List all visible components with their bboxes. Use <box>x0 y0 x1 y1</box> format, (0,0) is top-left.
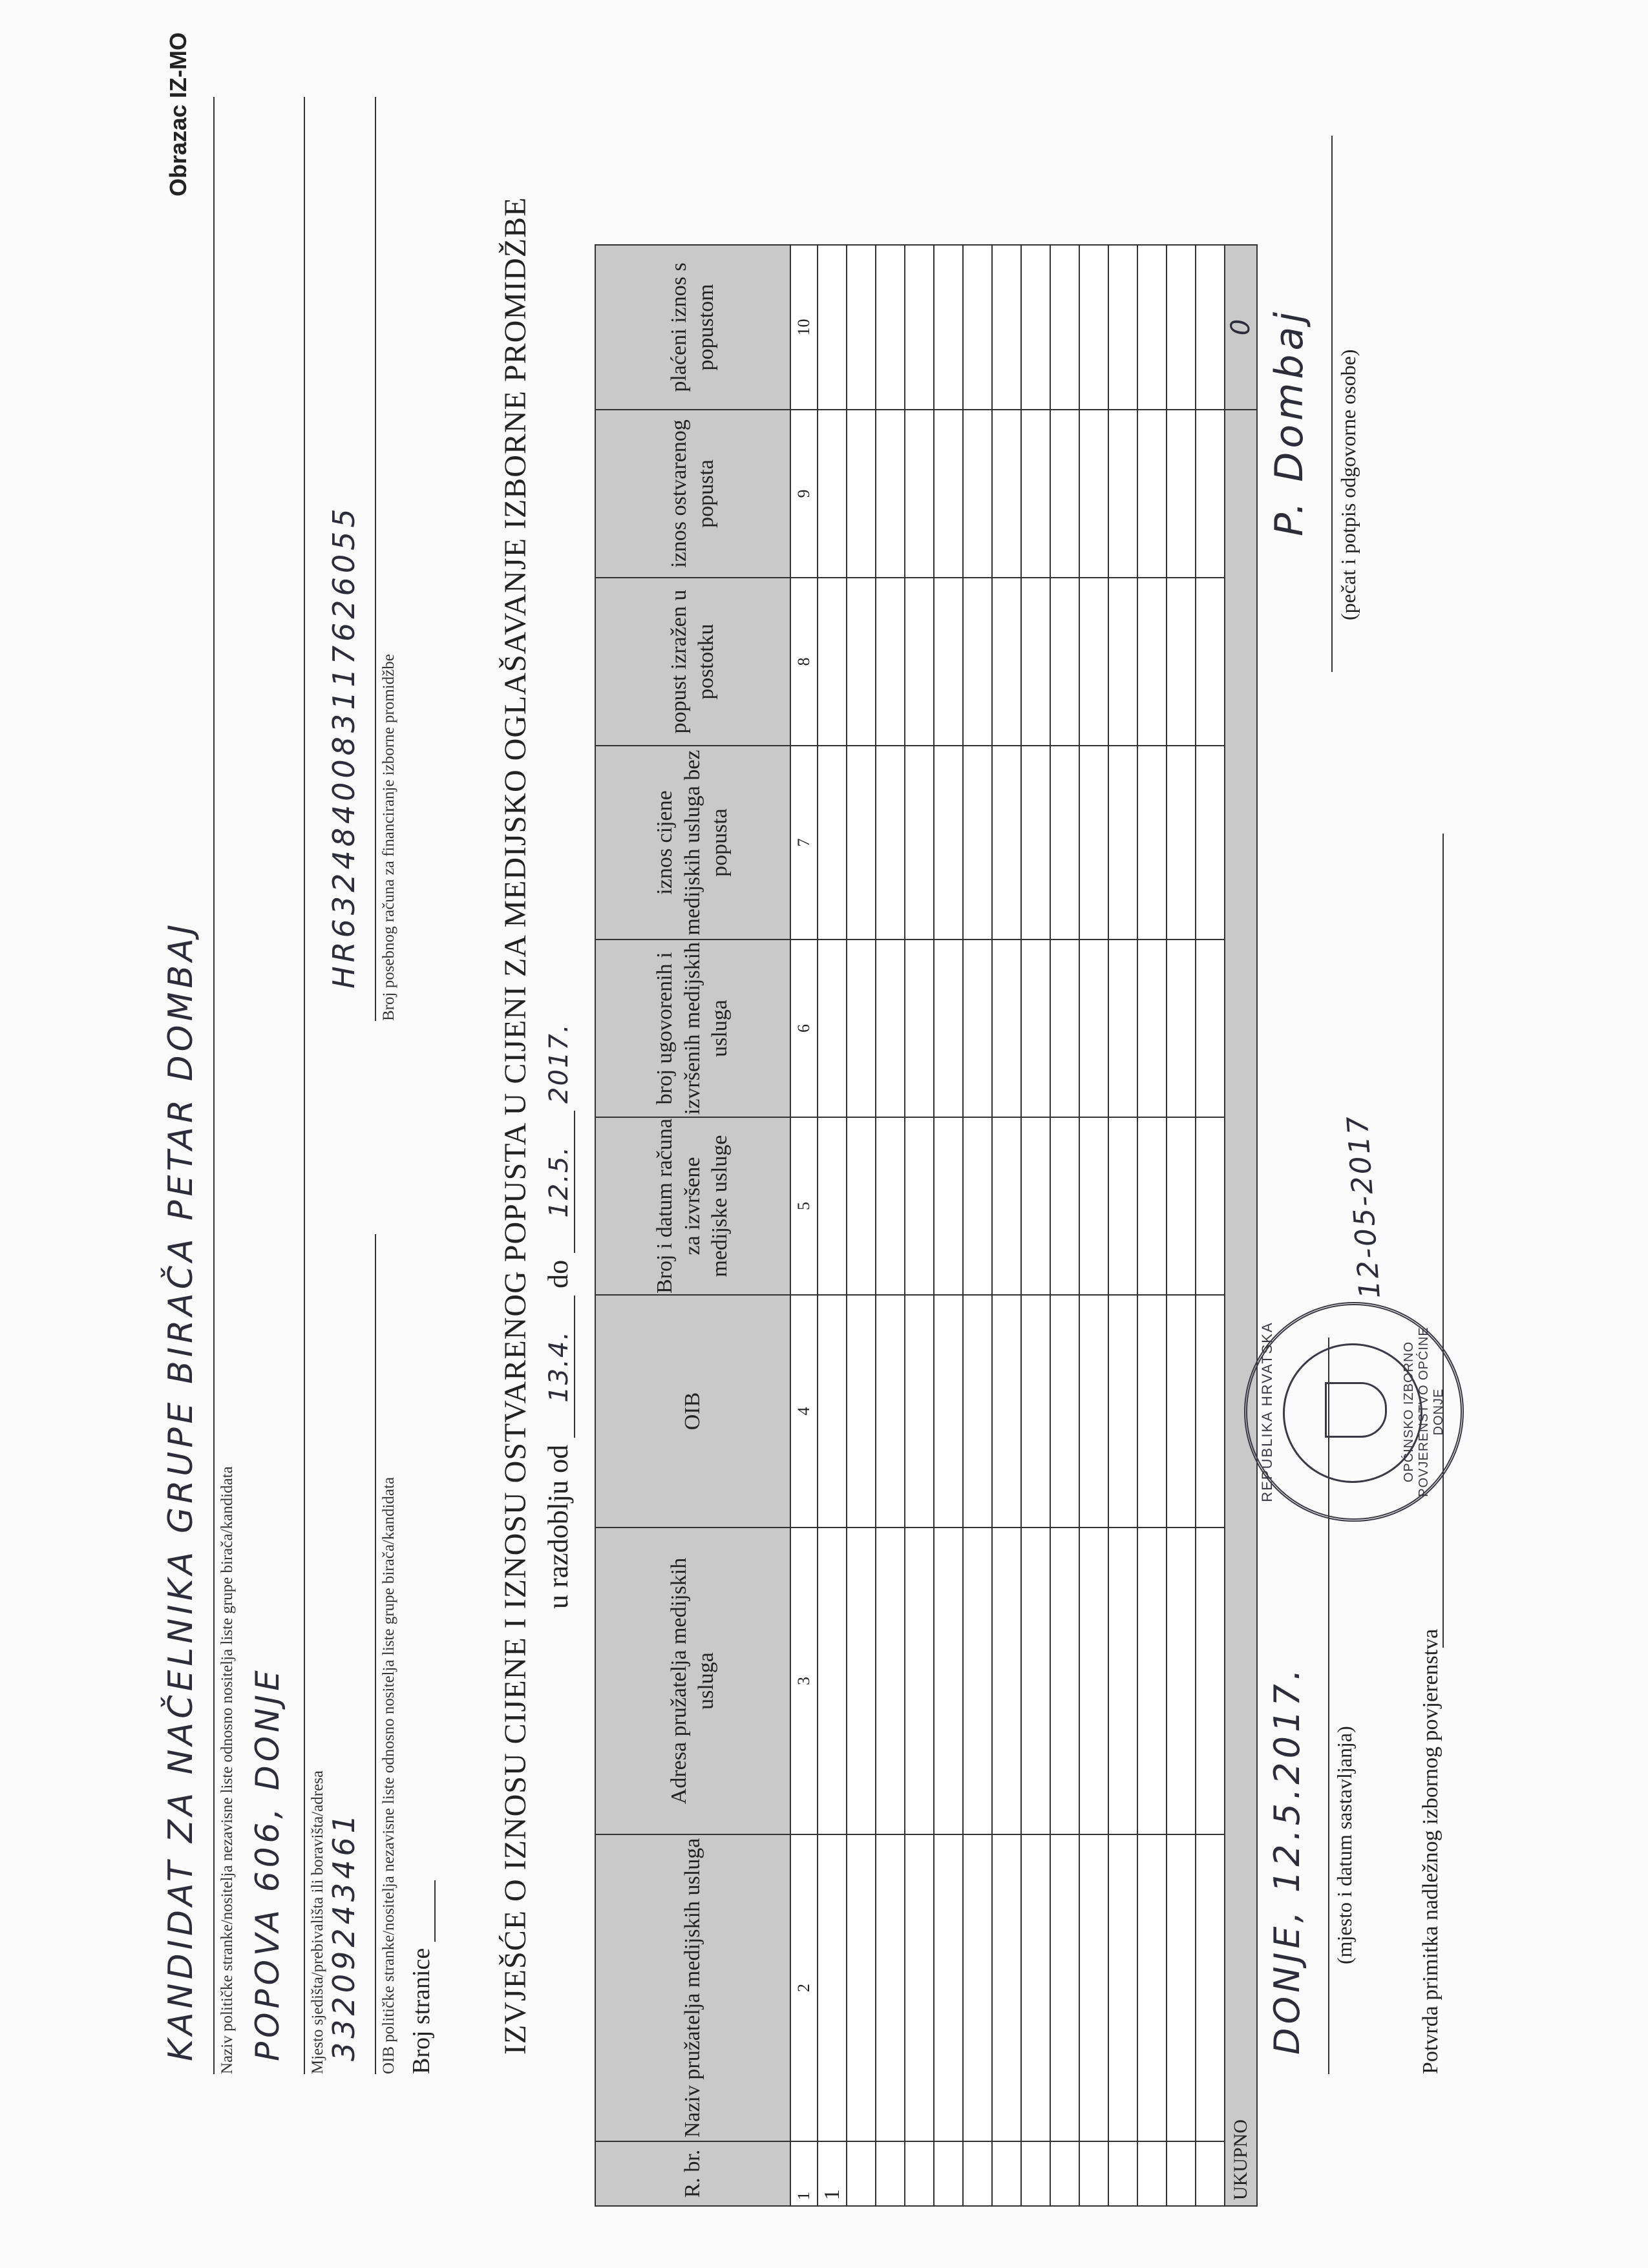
table-cell <box>1137 578 1167 746</box>
table-cell <box>847 1528 876 1834</box>
period-line <box>542 1023 575 1609</box>
table-cell <box>963 940 992 1117</box>
period-from: 13.4. <box>544 1296 575 1438</box>
media-services-table <box>595 244 1258 2207</box>
table-cell <box>1050 1834 1079 2141</box>
place-date-label: (mjesto i datum sastavljanja) <box>1333 1726 1356 1964</box>
row-number-cell <box>1079 2141 1108 2206</box>
table-cell <box>847 578 876 746</box>
table-cell <box>992 1528 1021 1834</box>
table-cell <box>1137 1528 1167 1834</box>
row-number-cell <box>905 2141 934 2206</box>
row-number-cell: 1 <box>818 2141 847 2206</box>
table-cell <box>1137 1117 1167 1295</box>
table-cell <box>876 1295 905 1528</box>
table-cell <box>992 410 1021 578</box>
table-cell <box>847 410 876 578</box>
table-cell <box>934 1295 963 1528</box>
table-cell <box>963 1528 992 1834</box>
table-cell <box>847 940 876 1117</box>
table-cell <box>963 1295 992 1528</box>
page-number-line <box>434 1880 436 1942</box>
report-title: IZVJEŠĆE O IZNOSU CIJENE I IZNOSU OSTVARENOG POPUSTA U CIJENI ZA MEDIJSKO OGLAŠAVANJE IZBORNE PROMIDŽBE <box>498 196 533 2055</box>
col-header-discount-amount: iznos ostvarenog popusta <box>595 410 790 578</box>
signature-label: (pečat i potpis odgovorne osobe) <box>1336 349 1360 620</box>
row-number-cell <box>1137 2141 1167 2206</box>
table-cell <box>1021 1295 1050 1528</box>
table-cell <box>1196 1528 1225 1834</box>
table-cell <box>1167 1117 1196 1295</box>
period-year: 2017. <box>544 1023 574 1104</box>
col-number: 2 <box>790 1834 818 2141</box>
table-cell <box>1108 746 1137 940</box>
col-number: 1 <box>790 2141 818 2206</box>
row-number-cell <box>1108 2141 1137 2206</box>
table-cell <box>1079 1295 1108 1528</box>
table-cell <box>1167 1834 1196 2141</box>
table-cell <box>1021 410 1050 578</box>
table-cell <box>934 410 963 578</box>
table-cell <box>1079 578 1108 746</box>
table-cell <box>1167 940 1196 1117</box>
table-cell <box>847 1834 876 2141</box>
table-cell <box>1108 410 1137 578</box>
table-cell <box>1050 940 1079 1117</box>
table-cell <box>876 410 905 578</box>
table-cell <box>1021 940 1050 1117</box>
table-row <box>818 245 847 2206</box>
table-cell <box>1196 578 1225 746</box>
table-cell <box>1079 245 1108 410</box>
address-value: POPOVA 606, DONJE <box>249 1666 286 2061</box>
table-cell <box>1137 245 1167 410</box>
table-row <box>1021 245 1050 2206</box>
table-cell <box>1196 940 1225 1117</box>
table-cell <box>1050 578 1079 746</box>
table-cell <box>1196 245 1225 410</box>
table-cell <box>992 1117 1021 1295</box>
table-cell <box>876 940 905 1117</box>
address-line <box>304 97 305 2074</box>
table-cell <box>1137 1295 1167 1528</box>
col-number: 5 <box>790 1117 818 1295</box>
table-cell <box>934 578 963 746</box>
table-cell <box>1137 1834 1167 2141</box>
table-cell <box>934 746 963 940</box>
row-number-cell <box>1050 2141 1079 2206</box>
table-cell <box>934 940 963 1117</box>
signature-line <box>1331 136 1333 672</box>
oib-line <box>375 1234 376 2074</box>
table-cell <box>1167 1528 1196 1834</box>
table-row <box>1108 245 1137 2206</box>
table-cell <box>1108 1528 1137 1834</box>
table-cell <box>992 746 1021 940</box>
party-name-value: KANDIDAT ZA NAČELNIKA GRUPE BIRAČA PETAR DOMBAJ <box>162 920 200 2061</box>
table-cell <box>1137 940 1167 1117</box>
table-cell <box>963 746 992 940</box>
period-mid: do <box>542 1259 574 1288</box>
table-cell <box>1108 1295 1137 1528</box>
table-row <box>1167 245 1196 2206</box>
row-number-cell <box>1167 2141 1196 2206</box>
table-cell <box>1167 578 1196 746</box>
row-number-cell <box>963 2141 992 2206</box>
table-cell <box>1079 1834 1108 2141</box>
table-cell <box>1079 410 1108 578</box>
table-cell <box>876 746 905 940</box>
table-cell <box>876 578 905 746</box>
oib-label: OIB političke stranke/nositelja nezavisne liste odnosno nositelja liste grupe birača/kandidata <box>380 1476 397 2074</box>
table-cell <box>876 1528 905 1834</box>
table-cell <box>1108 940 1137 1117</box>
col-header-provider-address: Adresa pružatelja medijskih usluga <box>595 1528 790 1834</box>
col-number: 6 <box>790 940 818 1117</box>
table-cell <box>818 746 847 940</box>
table-cell <box>1021 746 1050 940</box>
table-cell <box>1021 1117 1050 1295</box>
signature-value: P. Dombaj <box>1267 308 1312 536</box>
address-label: Mjesto sjedišta/prebivališta ili boravišta/adresa <box>309 1770 326 2074</box>
total-paid-value: 0 <box>1225 245 1257 410</box>
table-cell <box>934 1117 963 1295</box>
table-row <box>905 245 934 2206</box>
table-cell <box>847 245 876 410</box>
table-cell <box>905 578 934 746</box>
account-value: HR6324840083117626055 <box>326 505 361 989</box>
table-cell <box>1108 1117 1137 1295</box>
row-number-cell <box>934 2141 963 2206</box>
table-cell <box>905 245 934 410</box>
table-cell <box>1167 746 1196 940</box>
table-cell <box>992 1834 1021 2141</box>
table-cell <box>905 1528 934 1834</box>
table-cell <box>1021 578 1050 746</box>
col-number: 9 <box>790 410 818 578</box>
table-cell <box>818 1528 847 1834</box>
table-cell <box>992 245 1021 410</box>
account-line <box>375 97 376 1021</box>
table-cell <box>1196 410 1225 578</box>
party-name-line <box>213 97 215 2074</box>
table-cell <box>1196 1834 1225 2141</box>
table-cell <box>992 1295 1021 1528</box>
table-cell <box>818 1117 847 1295</box>
table-cell <box>1050 245 1079 410</box>
table-cell <box>876 245 905 410</box>
table-cell <box>1079 746 1108 940</box>
col-number: 4 <box>790 1295 818 1528</box>
table-cell <box>992 578 1021 746</box>
table-cell <box>963 245 992 410</box>
table-cell <box>905 1117 934 1295</box>
table-cell <box>876 1117 905 1295</box>
table-cell <box>1196 746 1225 940</box>
table-cell <box>963 410 992 578</box>
table-cell <box>905 410 934 578</box>
place-date-value: DONJE, 12.5.2017. <box>1267 1665 1307 2055</box>
row-number-cell <box>992 2141 1021 2206</box>
table-header-row <box>595 245 790 2206</box>
table-cell <box>1167 410 1196 578</box>
table-cell <box>1167 1295 1196 1528</box>
col-number: 7 <box>790 746 818 940</box>
table-cell <box>876 1834 905 2141</box>
table-row <box>992 245 1021 2206</box>
table-cell <box>1079 940 1108 1117</box>
col-number: 10 <box>790 245 818 410</box>
table-row <box>1050 245 1079 2206</box>
table-cell <box>1137 746 1167 940</box>
table-cell <box>847 1295 876 1528</box>
row-number-cell <box>876 2141 905 2206</box>
table-cell <box>1079 1528 1108 1834</box>
table-cell <box>818 578 847 746</box>
table-cell <box>905 1295 934 1528</box>
table-cell <box>905 1834 934 2141</box>
table-cell <box>818 940 847 1117</box>
form-code: Obrazac IZ-MO <box>165 32 191 197</box>
col-header-discount-percent: popust izražen u postotku <box>595 578 790 746</box>
table-cell <box>1021 245 1050 410</box>
stamp-text-bottom: OPĆINSKO IZBORNO POVJERENSTVO OPĆINE DONJE <box>1402 1327 1446 1497</box>
table-cell <box>1050 746 1079 940</box>
table-cell <box>1108 578 1137 746</box>
col-header-paid-amount: plaćeni iznos s popustom <box>595 245 790 410</box>
table-row <box>1137 245 1167 2206</box>
table-cell <box>1137 410 1167 578</box>
table-cell <box>847 1117 876 1295</box>
table-row <box>963 245 992 2206</box>
table-cell <box>1108 1834 1137 2141</box>
table-cell <box>905 746 934 940</box>
table-cell <box>1050 410 1079 578</box>
receipt-label: Potvrda primitka nadležnog izbornog povjerenstva <box>1419 1628 1442 2074</box>
table-row <box>876 245 905 2206</box>
table-cell <box>1167 245 1196 410</box>
period-prefix: u razdoblju od <box>542 1444 574 1609</box>
table-cell <box>1108 245 1137 410</box>
col-number: 8 <box>790 578 818 746</box>
receipt-date-stamp: 12-05-2017 <box>1341 1113 1387 1300</box>
table-cell <box>1196 1295 1225 1528</box>
table-cell <box>818 1834 847 2141</box>
stamp-text-top: REPUBLIKA HRVATSKA <box>1259 1321 1275 1502</box>
oib-value: 33209243461 <box>326 1811 361 2061</box>
col-header-invoice: Broj i datum računa za izvršene medijske usluge <box>595 1117 790 1295</box>
table-cell <box>1021 1528 1050 1834</box>
table-cell <box>992 940 1021 1117</box>
table-cell <box>818 245 847 410</box>
account-label: Broj posebnog računa za financiranje izborne promidžbe <box>380 654 397 1021</box>
table-cell <box>963 1117 992 1295</box>
table-cell <box>1021 1834 1050 2141</box>
table-body <box>818 245 1225 2206</box>
table-column-numbers-row <box>790 245 818 2206</box>
table-cell <box>963 578 992 746</box>
table-cell <box>1050 1295 1079 1528</box>
table-cell <box>1050 1528 1079 1834</box>
table-row <box>934 245 963 2206</box>
page-number-label: Broj stranice <box>408 1948 435 2074</box>
table-cell <box>934 1528 963 1834</box>
table-cell <box>934 1834 963 2141</box>
col-header-oib: OIB <box>595 1295 790 1528</box>
row-number-cell <box>1196 2141 1225 2206</box>
receipt-line <box>1442 834 1444 1648</box>
total-label: UKUPNO <box>1225 410 1257 2206</box>
table-cell <box>818 410 847 578</box>
col-number: 3 <box>790 1528 818 1834</box>
col-header-rbr: R. br. <box>595 2141 790 2206</box>
col-header-price-no-discount: iznos cijene medijskih usluga bez popusta <box>595 746 790 940</box>
table-cell <box>818 1295 847 1528</box>
row-number-cell <box>1021 2141 1050 2206</box>
table-cell <box>847 746 876 940</box>
table-row <box>1196 245 1225 2206</box>
row-number-cell <box>847 2141 876 2206</box>
table-cell <box>1196 1117 1225 1295</box>
col-header-services-count: broj ugovorenih i izvršenih medijskih usluga <box>595 940 790 1117</box>
table-cell <box>1079 1117 1108 1295</box>
table-cell <box>934 245 963 410</box>
table-cell <box>963 1834 992 2141</box>
table-cell <box>1050 1117 1079 1295</box>
party-name-label: Naziv političke stranke/nositelja nezavisne liste odnosno nositelja liste grupe birača/kandidata <box>218 1466 236 2074</box>
table-total-row <box>1225 245 1257 2206</box>
table-row <box>1079 245 1108 2206</box>
table-row <box>847 245 876 2206</box>
table-cell <box>905 940 934 1117</box>
period-to: 12.5. <box>544 1111 575 1253</box>
coat-of-arms-icon <box>1325 1382 1387 1438</box>
col-header-provider-name: Naziv pružatelja medijskih usluga <box>595 1834 790 2141</box>
official-stamp <box>1244 1302 1464 1522</box>
